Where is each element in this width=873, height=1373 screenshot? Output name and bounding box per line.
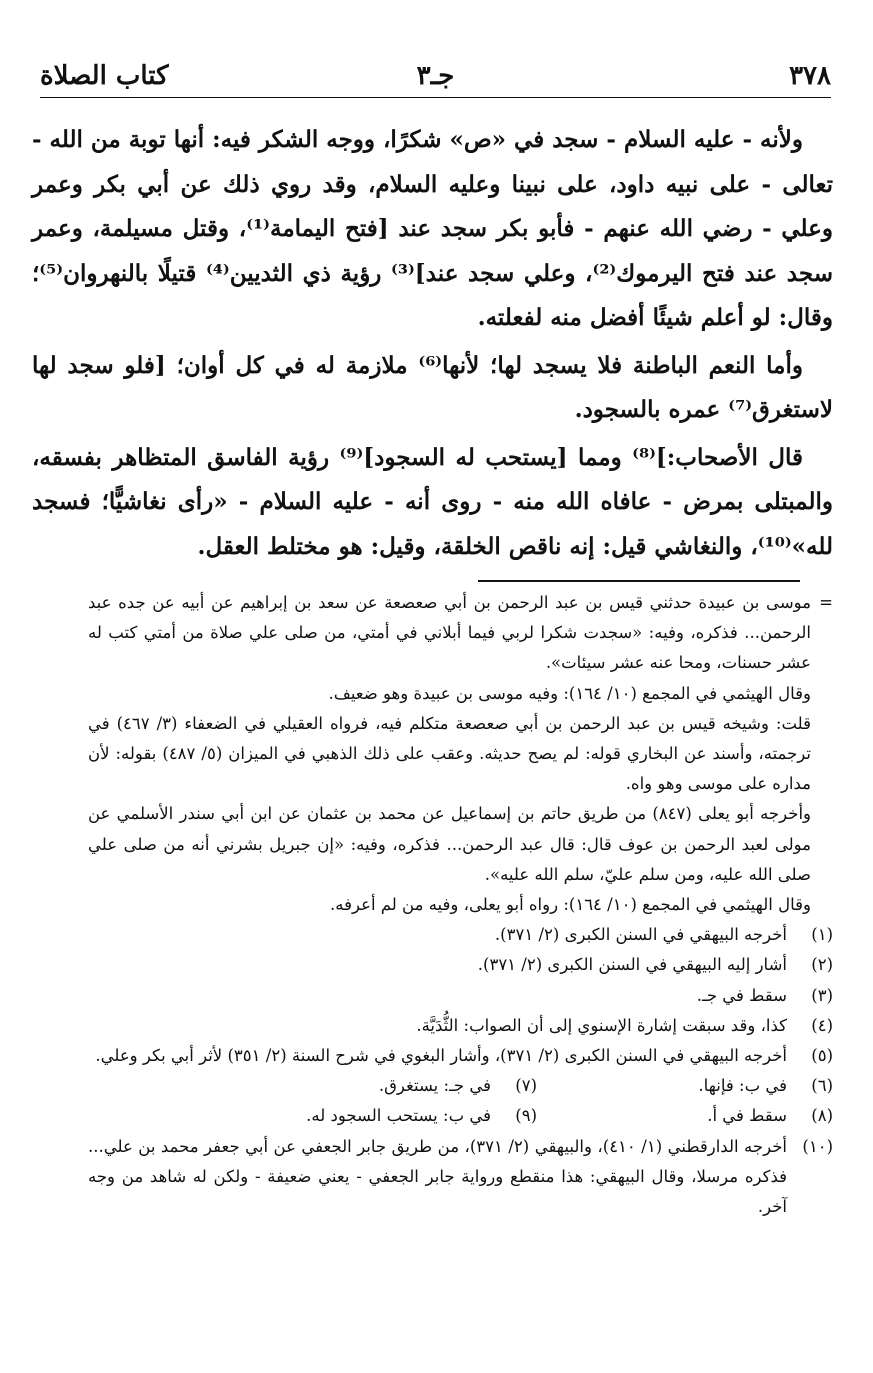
footnote-text: سقط في أ. [707, 1106, 787, 1126]
footnote-number: (٦) [811, 1076, 833, 1096]
footnote-item [88, 981, 833, 1011]
footnote-number: (٤) [811, 1015, 833, 1035]
footnote-text: في ب: يستحب السجود له. [306, 1106, 491, 1126]
running-header [40, 56, 831, 96]
footnote-item [88, 1132, 833, 1223]
footnote-text: كذا، وقد سبقت إشارة الإسنوي إلى أن الصواب: الثُّدَيَّة. [416, 1015, 787, 1035]
footnote-number: (٢) [811, 955, 833, 975]
paragraph: وأما النعم الباطنة فلا يسجد لها؛ لأنها⁽⁶⁾ ملازمة له في كل أوان؛ [فلو سجد لها لاستغرق⁽⁷⁾ عمره بالسجود. [32, 351, 833, 423]
footnote-text: أشار إليه البيهقي في السنن الكبرى (٢/ ٣٧١). [477, 955, 787, 975]
footnote-number: (٩) [515, 1106, 537, 1126]
book-title: كتاب الصلاة [40, 61, 169, 91]
footnote-text: في جـ: يستغرق. [378, 1076, 491, 1096]
continuation-mark: = [819, 593, 833, 612]
footnote-paragraph: وأخرجه أبو يعلى (٨٤٧) من طريق حاتم بن إسماعيل عن محمد بن عثمان عن ابن أبي سندر الأسلمي عن مولى لعبد الرحمن بن عوف قال: قال عبد الرحمن... فذكره، وفيه: «إن جبريل بشرني أنه من صلى علي صلى الله عليه، ومن سلم عليّ، سلم الله عليه». [88, 804, 811, 884]
footnote-text: أخرجه الدارقطني (١/ ٤١٠)، والبيهقي (٢/ ٣٧١)، من طريق جابر الجعفي عن أبي جعفر محمد بن علي... فذكره مرسلا، وقال البيهقي: هذا منقطع ورواية جابر الجعفي - يعني ضعيفة - ولكن له شاهد من وجه آخر. [88, 1136, 787, 1217]
footnote-item [88, 950, 833, 980]
footnote-text: سقط في جـ. [696, 985, 787, 1005]
footnote-number: (٣) [811, 985, 833, 1005]
footnote-item-pair [88, 1101, 833, 1131]
main-text [32, 118, 833, 572]
page-number: ٣٧٨ [789, 61, 831, 91]
footnotes [88, 588, 833, 1222]
paragraph: قال الأصحاب:]⁽⁸⁾ ومما [يستحب له السجود]⁽⁹⁾ رؤية الفاسق المتظاهر بفسقه، والمبتلى بمرض - عافاه الله منه - روى أنه - عليه السلام - «رأى نغاشيًّا؛ فسجد لله»⁽¹⁰⁾، والنغاشي قيل: إنه ناقص الخلقة، وقيل: هو مختلط العقل. [32, 443, 833, 560]
footnote-item [88, 1011, 833, 1041]
footnote-text: في ب: فإنها. [698, 1076, 787, 1096]
footnote-item [88, 920, 833, 950]
footnote-paragraph: وقال الهيثمي في المجمع (١٠/ ١٦٤): رواه أبو يعلى، وفيه من لم أعرفه. [330, 895, 811, 915]
footnote-list [88, 920, 833, 1222]
footnote-number: (١٠) [802, 1136, 833, 1156]
footnote-number: (١) [811, 925, 833, 945]
footnote-continuation [88, 588, 833, 920]
footnote-number: (٥) [811, 1046, 833, 1066]
volume-label: جـ٣ [416, 61, 455, 91]
footnote-paragraph: موسى بن عبيدة حدثني قيس بن عبد الرحمن بن أبي صعصعة عن سعد بن إبراهيم عن أبيه عن جده عبد الرحمن... فذكره، وفيه: «سجدت شكرا لربي فيما أبلاني في أمتي، من صلى علي صلاة من أمتي كتب له عشر حسنات، ومحا عنه عشر سيئات». [88, 593, 812, 673]
footnote-item-pair [88, 1071, 833, 1101]
footnote-separator [478, 580, 800, 582]
footnote-number: (٧) [515, 1076, 537, 1096]
footnote-number: (٨) [811, 1106, 833, 1126]
footnote-item [88, 1041, 833, 1071]
footnote-text: أخرجه البيهقي في السنن الكبرى (٢/ ٣٧١). [494, 925, 787, 945]
header-rule [40, 97, 831, 98]
footnote-paragraph: قلت: وشيخه قيس بن عبد الرحمن بن أبي صعصعة متكلم فيه، فرواه العقيلي في الضعفاء (٣/ ٤٦٧) في ترجمته، وأسند عن البخاري قوله: لم يصح حديثه. وعقب على ذلك الذهبي في الميزان (٥/ ٤٨٧) بقوله: لأن مداره على موسى وهو واه. [88, 713, 811, 794]
paragraph: ولأنه - عليه السلام - سجد في «ص» شكرًا، ووجه الشكر فيه: أنها توبة من الله - تعالى - على نبيه داود، على نبينا وعليه السلام، وقد روي ذلك عن أبي بكر وعمر وعلي - رضي الله عنهم - فأبو بكر سجد عند [فتح اليمامة⁽¹⁾، وقتل مسيلمة، وعمر سجد عند فتح اليرموك⁽²⁾، وعلي سجد عند]⁽³⁾ رؤية ذي الثديين⁽⁴⁾ قتيلًا بالنهروان⁽⁵⁾؛ وقال: لو أعلم شيئًا أفضل منه لفعلته. [31, 126, 833, 331]
footnote-paragraph: وقال الهيثمي في المجمع (١٠/ ١٦٤): وفيه موسى بن عبيدة وهو ضعيف. [328, 683, 811, 703]
footnote-text: أخرجه البيهقي في السنن الكبرى (٢/ ٣٧١)، وأشار البغوي في شرح السنة (٢/ ٣٥١) لأثر أبي بكر وعلي. [95, 1046, 787, 1066]
